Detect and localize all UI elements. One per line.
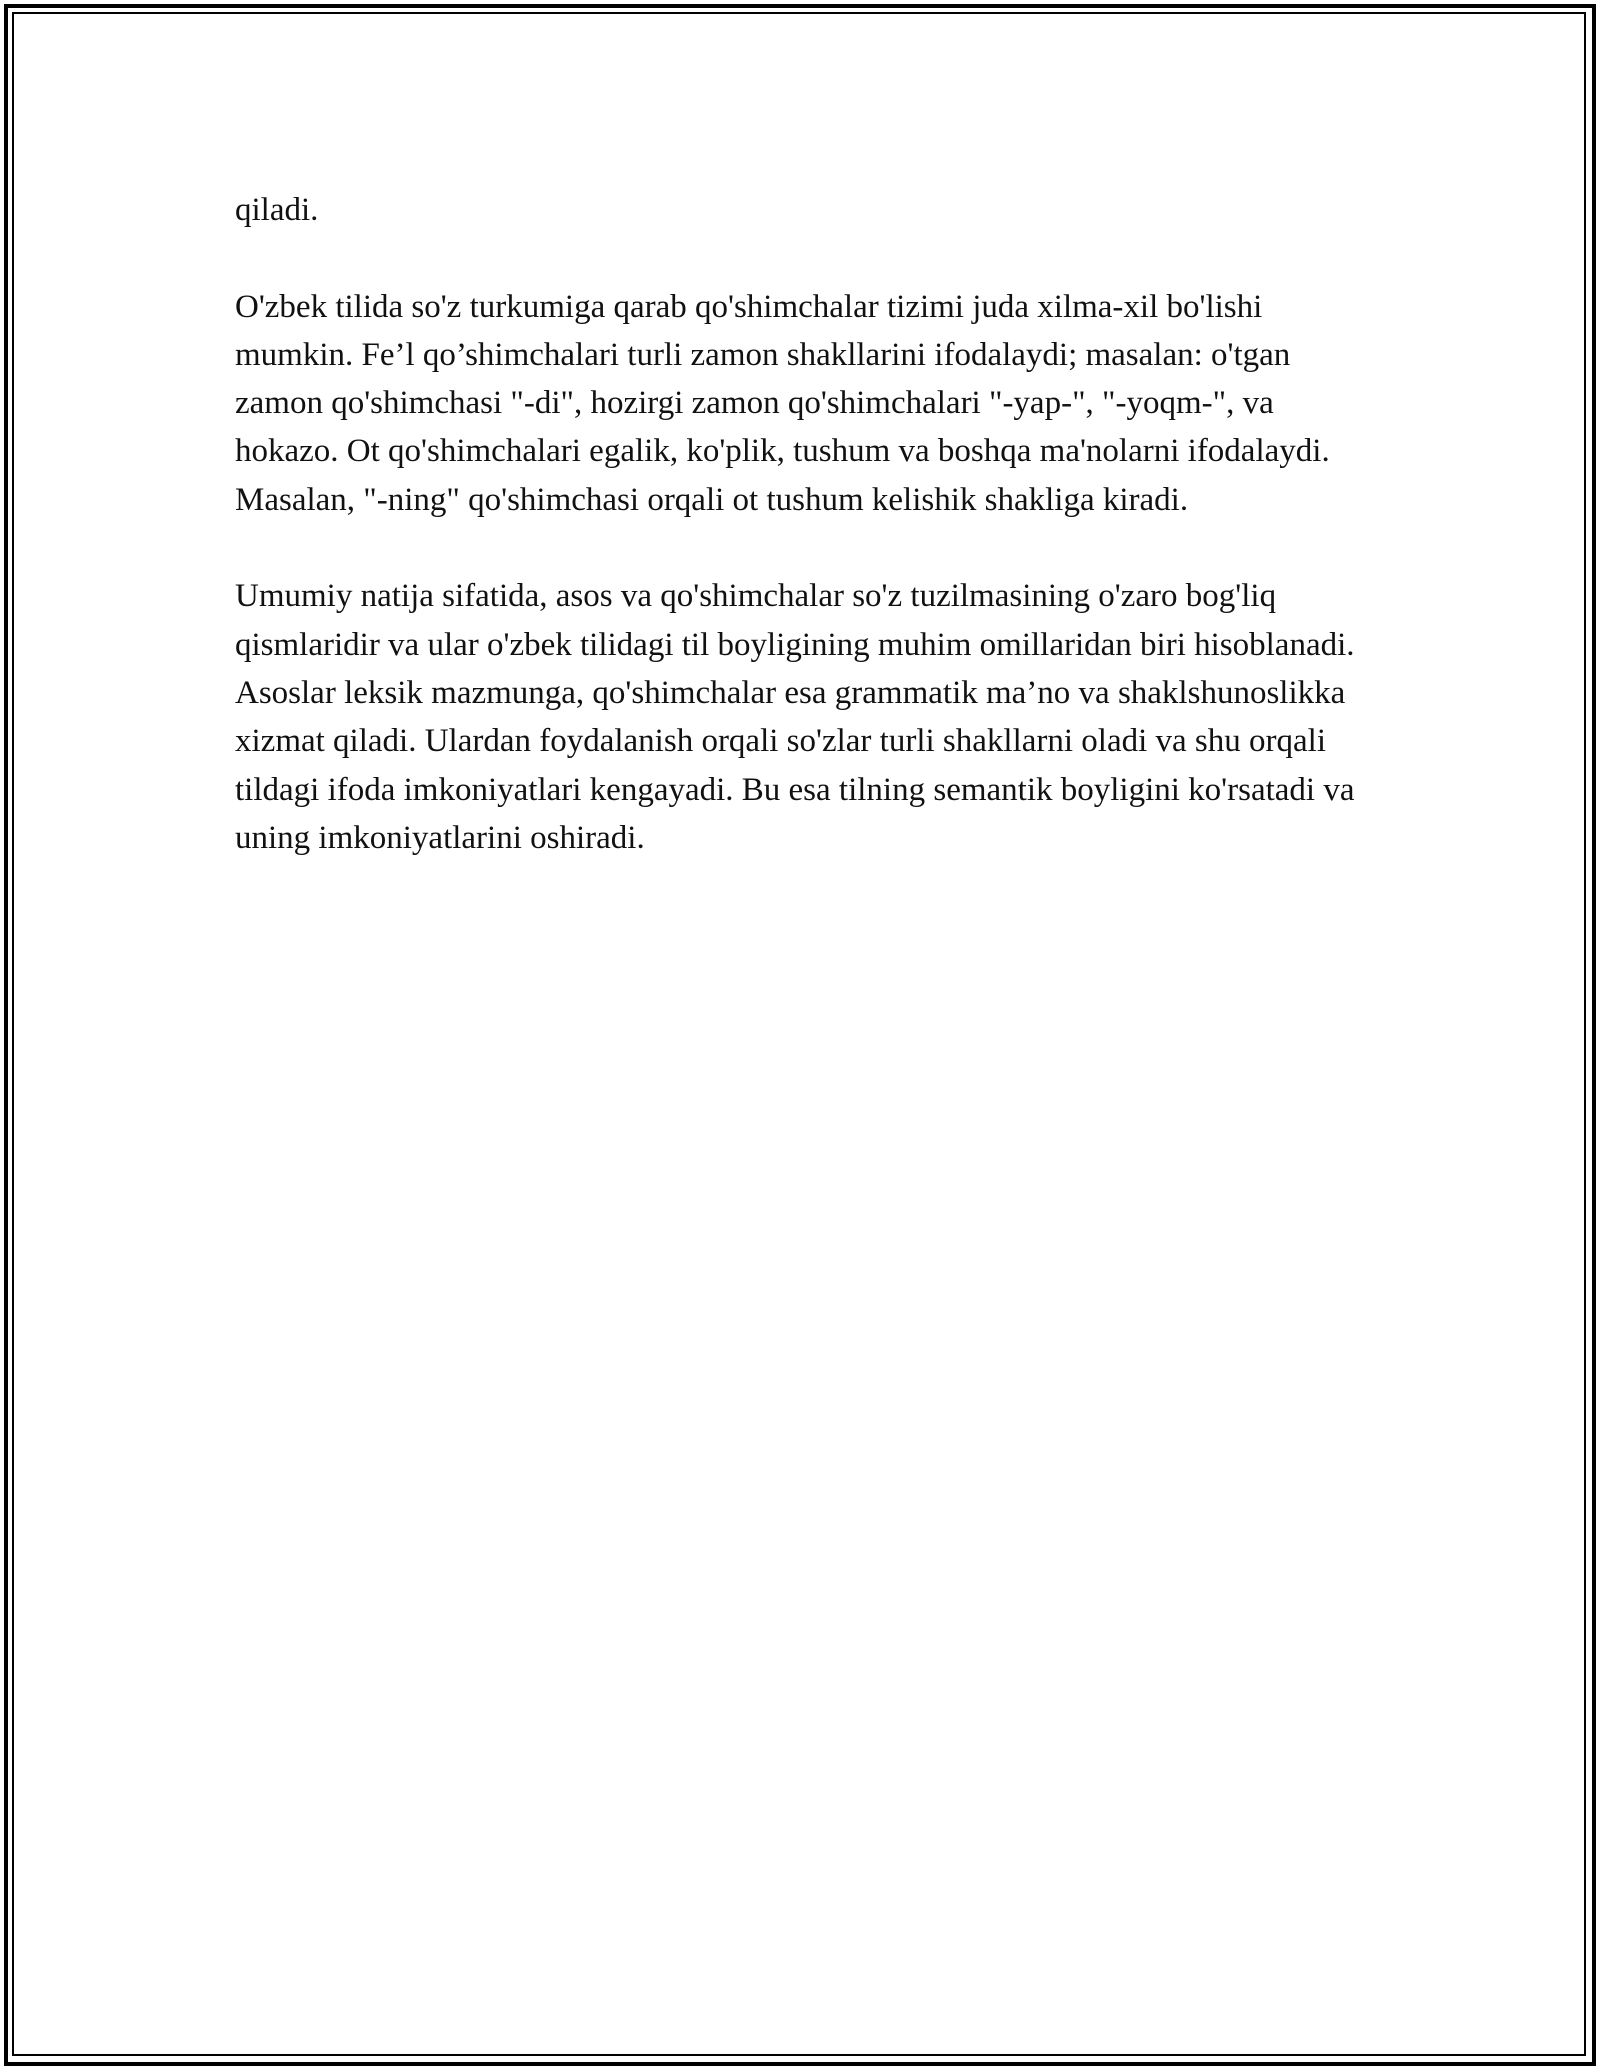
document-body xyxy=(235,186,1365,910)
paragraph-3: Umumiy natija sifatida, asos va qo'shimchalar so'z tuzilmasining o'zaro bog'liq qismlaridir va ular o'zbek tilidagi til boyligining muhim omillaridan biri hisoblanadi. Asoslar leksik mazmunga, qo'shimchalar esa grammatik ma’no va shaklshunoslikka xizmat qiladi. Ulardan foydalanish orqali so'zlar turli shakllarni oladi va shu orqali tildagi ifoda imkoniyatlari kengayadi. Bu esa tilning semantik boyligini ko'rsatadi va uning imkoniyatlarini oshiradi. xyxy=(235,578,1355,856)
paragraph-1: qiladi. xyxy=(235,192,319,228)
paragraph-2: O'zbek tilida so'z turkumiga qarab qo'shimchalar tizimi juda xilma-xil bo'lishi mumkin. Fe’l qo’shimchalari turli zamon shakllarini ifodalaydi; masalan: o'tgan zamon qo'shimchasi "-di", hozirgi zamon qo'shimchalari "-yap-", "-yoqm-", va hokazo. Ot qo'shimchalari egalik, ko'plik, tushum va boshqa ma'nolarni ifodalaydi. Masalan, "-ning" qo'shimchasi orqali ot tushum kelishik shakliga kiradi. xyxy=(235,288,1330,518)
